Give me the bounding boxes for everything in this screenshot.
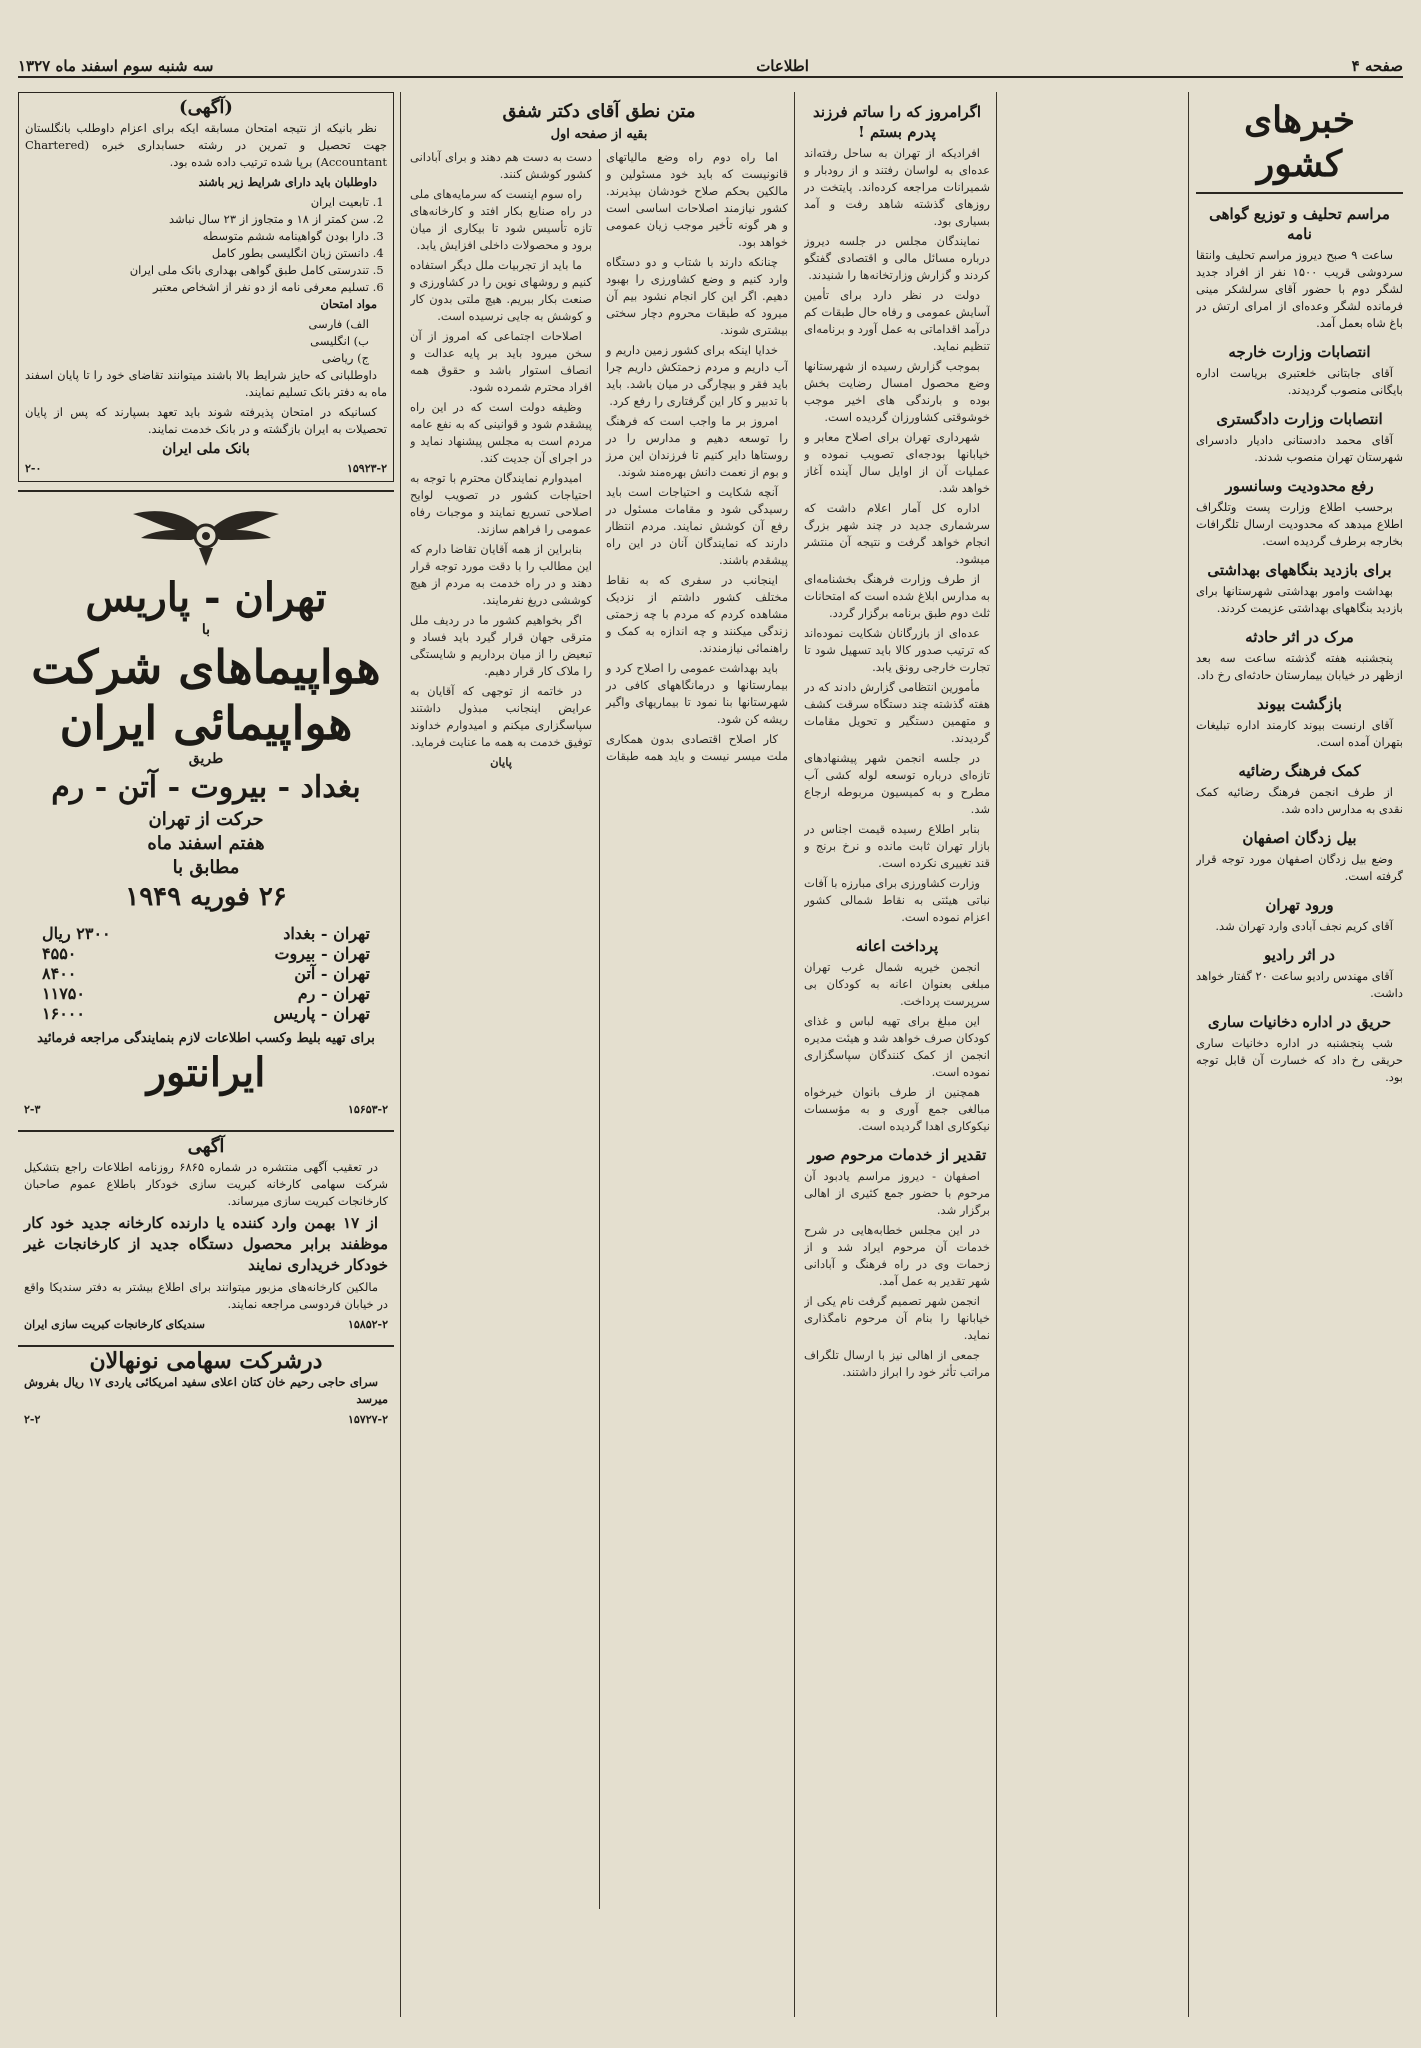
news-item-text: شب پنجشنبه در اداره دخانیات ساری حریقی رخ داد که خسارت آن قابل توجه بود. xyxy=(1196,1036,1403,1084)
news-item-text: بهداشت وامور بهداشتی شهرستانها برای بازدید بنگاههای بهداشتی عزیمت کردند. xyxy=(1196,584,1403,615)
masthead xyxy=(18,56,1403,78)
bank-notice-footer: بانک ملی ایران xyxy=(162,441,250,457)
airline-via: طریق xyxy=(188,751,224,767)
fare-row xyxy=(24,1004,388,1024)
subject-item: ج) ریاضی xyxy=(321,351,369,365)
conditions-list xyxy=(25,194,369,296)
match-notice: آگهی در تعقیب آگهی منتشره در شماره ۶۸۶۵ روزنامه اطلاعات راجع بتشکیل شرکت سهامی کارخانه کبریت سازی خودکار باطلاع عموم صاحبان کارخانجات کبریت سازی میرساند. از ۱۷ بهمن وارد کننده یا دارنده کارخانه جدید خود کار موظفند برابر محصول دستگاه جدید از کارخانجات غیر خودکار خریداری نمایند مالکین کارخانه‌های مزبور میتوانند برای اطلاع بیشتر به دفتر سندیکا واقع در خیابان فردوسی مراجعه نمایند. ۱۵۸۵۲-۲ سندیکای کارخانجات کبریت سازی ایران xyxy=(24,1136,388,1331)
subjects-heading: مواد امتحان xyxy=(320,297,377,311)
match-notice-body: در تعقیب آگهی منتشره در شماره ۶۸۶۵ روزنامه اطلاعات راجع بتشکیل شرکت سهامی کارخانه کبریت سازی خودکار باطلاع عموم صاحبان کارخانجات کبریت سازی میرساند. xyxy=(24,1160,388,1208)
column-rule xyxy=(794,92,795,2017)
column-rule xyxy=(996,92,997,2017)
match-notice-ref: ۱۵۸۵۲-۲ سندیکای کارخانجات کبریت سازی ایران xyxy=(24,1318,388,1331)
fare-price: ۴۵۵۰ xyxy=(42,944,77,963)
airline-greg-date: ۲۶ فوریه ۱۹۴۹ xyxy=(125,882,287,912)
airline-info: برای تهیه بلیط وکسب اطلاعات لازم بنمایندگی مراجعه فرمائید xyxy=(37,1031,375,1046)
news-item-headline: رفع محدودیت وسانسور xyxy=(1225,477,1374,495)
conditions-heading: داوطلبان باید دارای شرایط زیر باشند xyxy=(198,175,377,189)
divider xyxy=(18,1130,394,1132)
news-item-headline: برای بازدید بنگاههای بهداشتی xyxy=(1207,561,1392,579)
news-item-headline: در اثر رادیو xyxy=(1263,946,1335,964)
news-item-headline: حریق در اداره دخانیات ساری xyxy=(1207,1013,1392,1031)
news-item-headline: انتصابات وزارت دادگستری xyxy=(1216,410,1383,428)
speech-continued: بقیه از صفحه اول xyxy=(550,127,648,142)
airline-wings-logo-icon xyxy=(131,500,281,570)
news-item-headline: ورود تهران xyxy=(1265,896,1334,914)
fare-route: تهران - بغداد xyxy=(283,924,370,943)
speech-end: پایان xyxy=(490,755,512,769)
airline-ref: ۱۵۶۵۳-۲ ۲-۳ xyxy=(24,1103,388,1116)
airline-line2: هواپیماهای شرکت xyxy=(31,640,381,694)
condition-item: 5. تندرستی کامل طبق گواهی بهداری بانک ملی ایران xyxy=(25,262,369,279)
news-item-text: آقای کریم نجف آبادی وارد تهران شد. xyxy=(1215,919,1393,933)
airline-depart: حرکت از تهران xyxy=(148,809,264,830)
aid-headline: پرداخت اعانه xyxy=(855,937,939,955)
fare-row xyxy=(24,944,388,964)
condition-item: 2. سن کمتر از ۱۸ و متجاوز از ۲۳ سال نباشد xyxy=(25,211,369,228)
fare-route: تهران - رم xyxy=(297,984,370,1003)
bank-notice-ref: ۱۵۹۲۳-۲ ۲-۰ xyxy=(25,462,387,475)
news-item-headline: کمک فرهنگ رضائیه xyxy=(1238,762,1361,780)
fare-route: تهران - بیروت xyxy=(274,944,370,963)
airline-day: هفتم اسفند ماه xyxy=(147,833,265,854)
country-news-items xyxy=(1196,204,1403,1086)
fare-price: ۱۱۷۵۰ xyxy=(42,984,85,1003)
tribute-headline: تقدیر از خدمات مرحوم صور xyxy=(807,1146,987,1164)
news-item-text: از طرف انجمن فرهنگ رضائیه کمک نقدی به مدارس داده شد. xyxy=(1196,785,1403,816)
subject-item: الف) فارسی xyxy=(308,317,369,331)
country-news-title: خبرهای کشور xyxy=(1196,98,1403,194)
nonahalan-title: درشرکت سهامی نونهالان xyxy=(89,1348,323,1374)
subjects-list xyxy=(25,316,387,367)
agent-name: ایرانتور xyxy=(146,1049,266,1096)
news-item-text: آقای ارنست بیوند کارمند اداره تبلیغات بتهران آمده است. xyxy=(1196,718,1403,749)
aid-text: انجمن خیریه شمال غرب تهران مبلغی بعنوان اعانه به کودکان بی سرپرست پرداخت. xyxy=(804,960,990,1008)
news-item-headline: مرک در اثر حادثه xyxy=(1245,628,1354,646)
fare-route: تهران - آتن xyxy=(294,964,370,983)
fare-row xyxy=(24,964,388,984)
divider xyxy=(18,1345,394,1347)
fare-price: ۸۴۰۰ xyxy=(42,964,77,983)
news-item-text: ساعت ۹ صبح دیروز مراسم تحلیف وانتقا سردوشی قریب ۱۵۰۰ نفر از افراد جدید لشگر دوم با حضور آقای سرلشکر مینی فرمانده لشگر وعده‌ای از امرای ارتش در باغ شاه بعمل آمد. xyxy=(1196,248,1403,330)
tribute-text: اصفهان - دیروز مراسم یادبود آن مرحوم با حضور جمع کثیری از اهالی برگزار شد. xyxy=(804,1169,990,1217)
news-item-text: آقای محمد دادستانی دادیار دادسرای شهرستان تهران منصوب شدند. xyxy=(1196,433,1403,464)
news-item-headline: بیل زدگان اصفهان xyxy=(1242,829,1357,847)
news-item-text: آقای جابتانی خلعتبری بریاست اداره بایگانی منصوب گردیدند. xyxy=(1196,366,1403,397)
newspaper-page xyxy=(18,10,1403,2038)
airline-with: با xyxy=(201,622,211,638)
nonahalan-ref: ۱۵۷۲۷-۲ ۲-۲ xyxy=(24,1413,388,1426)
speech-column xyxy=(410,92,788,2017)
nonahalan-notice xyxy=(18,1347,394,1432)
country-news-column xyxy=(1196,92,1403,2017)
nonahalan-body: سرای حاجی رحیم خان کتان اعلای سفید امریکائی یاردی ۱۷ ریال بفروش میرسد xyxy=(24,1375,388,1406)
column-rule xyxy=(1188,92,1189,2017)
fare-price: ۲۳۰۰ ریال xyxy=(42,924,111,943)
news-item-text: پنجشنبه هفته گذشته ساعت سه بعد ازظهر در خیابان بیمارستان حادثه‌ای رخ داد. xyxy=(1196,651,1403,682)
condition-item: 4. دانستن زبان انگلیسی بطور کامل xyxy=(25,245,369,262)
news-item-text: آقای مهندس رادیو ساعت ۲۰ گفتار خواهد داشت. xyxy=(1196,969,1403,1000)
airline-ad xyxy=(18,492,394,1122)
subject-item: ب) انگلیسی xyxy=(310,334,369,348)
condition-item: 1. تابعیت ایران xyxy=(25,194,369,211)
match-notice-bold: از ۱۷ بهمن وارد کننده یا دارنده کارخانه جدید خود کار موظفند برابر محصول دستگاه جدید از کارخانجات غیر خودکار خریداری نمایند xyxy=(24,1214,388,1274)
news-item-headline: انتصابات وزارت خارجه xyxy=(1228,343,1371,361)
airline-stops: بغداد - بیروت - آتن - رم xyxy=(51,770,361,805)
news-item-headline: بازگشت بیوند xyxy=(1257,695,1342,713)
fare-route: تهران - پاریس xyxy=(273,1004,370,1023)
condition-item: 6. تسلیم معرفی نامه از دو نفر از اشخاص معتبر xyxy=(25,279,369,296)
bank-notice-body: نظر بانیکه از نتیجه امتحان مسابقه ایکه برای اعزام داوطلب بانگلستان جهت تحصیل و تمرین در رشته حسابداری خبره (Chartered Accountant) برپا شده ترتیب داده شده بود. xyxy=(25,121,387,169)
page-number: صفحه ۴ xyxy=(1351,57,1403,75)
bank-notice: (آگهی) نظر بانیکه از نتیجه امتحان مسابقه ایکه برای اعزام داوطلب بانگلستان جهت تحصیل و تمرین در رشته حسابداری خبره (Chartered Accountant) برپا شده ترتیب داده شده بود. داوطلبان باید دارای شرایط زیر باشند 1. تابعیت ایران 2. سن کمتر از ۱۸ و متجاوز از ۲۳ سال نباشد 3. دارا بودن گواهینامه ششم متوسطه 4. دانستن زبان انگلیسی بطور کامل 5. تندرستی کامل طبق گواهی بهداری بانک ملی ایران 6. تسلیم معرفی نامه از دو نفر از اشخاص معتبر مواد امتحان الف) فارسی ب) انگلیسی ج) ریاضی داوطلبانی که حایز شرایط بالا باشند میتوانند تقاضای خود را تا پایان اسفند ماه به دفتر بانک تسلیم نمایند. کسانیکه در امتحان پذیرفته شوند باید تعهد بسپارند که پس از پایان تحصیلات به ایران بازگشته و در بانک خدمت نمایند. بانک ملی ایران ۱۵۹۲۳-۲ ۲-۰ xyxy=(18,92,394,482)
condition-item: 3. دارا بودن گواهینامه ششم متوسطه xyxy=(25,228,369,245)
news-item-headline: مراسم تحلیف و توزیع گواهی نامه xyxy=(1209,205,1390,243)
fare-table xyxy=(24,924,388,1024)
fare-row xyxy=(24,924,388,944)
column-rule xyxy=(400,92,401,2017)
paper-name: اطلاعات xyxy=(756,57,809,75)
divider xyxy=(18,490,394,492)
match-notice-title: آگهی xyxy=(187,1136,225,1157)
issue-date: سه شنبه سوم اسفند ماه ۱۳۲۷ xyxy=(18,57,214,75)
fare-row xyxy=(24,984,388,1004)
airline-line3: هواپیمائی ایران xyxy=(59,696,353,750)
airline-match: مطابق با xyxy=(172,857,240,878)
bank-notice-title: (آگهی) xyxy=(179,97,233,118)
airline-route-main: تهران - پاریس xyxy=(85,574,327,621)
speech-body: اما راه دوم راه وضع مالیاتهای قانونیست که باید خود مسئولین و مالکین بحکم صلاح خودشان بپذیرند. کشور نیازمند اصلاحات اساسی است و هر گونه تأخیر موجب زیان عمومی خواهد بود. چنانکه دارند با شتاب و دو دستگاه وارد کنیم و وضع کشاورزی را بهبود دهیم. اگر این کار انجام نشود بیم آن میرود که طبقات محروم دچار سختی بیشتری شوند. خدایا اینکه برای کشور زمین داریم و آب داریم و مردم زحمتکش داریم چرا باید فقر و بیچارگی در میان باشد. باید با تدبیر و کار این گرفتاری را رفع کرد. امروز بر ما واجب است که فرهنگ را توسعه دهیم و مدارس را در روستاها دایر کنیم تا فرزندان این مرز و بوم از نعمت دانش بهره‌مند شوند. آنچه شکایت و احتیاجات است باید رسیدگی شود و مقامات مسئول در رفع آن کوشش نمایند. مردم انتظار دارند که نمایندگان آنان در این راه پیشقدم باشند. اینجانب در سفری که به نقاط مختلف کشور داشتم از نزدیک مشاهده کردم که مردم با چه زحمتی زندگی میکنند و چه اندازه به کمک و راهنمائی نیازمندند. باید بهداشت عمومی را اصلاح کرد و بیمارستانها و درمانگاههای کافی در شهرستانها بنا نمود تا بیماریهای واگیر ریشه کن شود. کار اصلاح اقتصادی بدون همکاری ملت میسر نیست و باید همه طبقات دست به دست هم دهند و برای آبادانی کشور کوشش کنند. راه سوم اینست که سرمایه‌های ملی در راه صنایع بکار افتد و کارخانه‌های تازه تأسیس شود تا بیکاری از میان برود و محصولات داخلی افزایش یابد. ما باید از تجربیات ملل دیگر استفاده کنیم و روشهای نوین را در کشاورزی و صنعت بکار ببریم. هیچ ملتی بدون کار و کوشش به جایی نرسیده است. اصلاحات اجتماعی که امروز از آن سخن میرود باید بر پایه عدالت و انصاف استوار باشد و حقوق همه افراد محترم شمرده شود. وظیفه دولت است که در این راه پیشقدم شود و قوانینی که به نفع عامه مردم است به مجلس پیشنهاد نماید و در اجرای آن جدیت کند. امیدوارم نمایندگان محترم با توجه به احتیاجات کشور در تصویب لوایح اصلاحی تسریع نمایند و موجبات رفاه عمومی را فراهم سازند. بنابراین از همه آقایان تقاضا دارم که این مطالب را با دقت مورد توجه قرار دهند و در راه خدمت به مردم از هیچ کوششی دریغ نفرمایند. اگر بخواهیم کشور ما در ردیف ملل مترقی جهان قرار گیرد باید فساد و تبعیض را از میان برداریم و شایستگی را ملاک کار قرار دهیم. در خاتمه از توجهی که آقایان به عرایض اینجانب مبذول داشتند سپاسگزاری میکنم و امیدوارم خداوند توفیق خدمت به همه ما عنایت فرماید. پایان xyxy=(410,150,788,769)
fare-price: ۱۶۰۰۰ xyxy=(42,1004,85,1023)
news-item-text: وضع بیل زدگان اصفهان مورد توجه قرار گرفته است. xyxy=(1196,852,1403,883)
speech-title: متن نطق آقای دکتر شفق xyxy=(502,101,696,122)
news-item-text: برحسب اطلاع وزارت پست وتلگراف اطلاع میدهد که محدودیت ارسال تلگرافات بخارجه برطرف گردیده است. xyxy=(1196,500,1403,548)
column2-headline: اگرامروز که را ساتم فرزند پدرم بستم ! xyxy=(812,103,982,141)
ads-column xyxy=(18,92,394,2017)
news-column-2: اگرامروز که را ساتم فرزند پدرم بستم ! افرادیکه از تهران به ساحل رفته‌اند عده‌ای به لواسان رفتند و از رودبار و شمیرانات مراجعه کرده‌اند. پایتخت در روزهای گذشته شاهد رفت و آمد بسیاری بود. نمایندگان مجلس در جلسه دیروز درباره مسائل مالی و اقتصادی گفتگو کردند و گزارش وزارتخانه‌ها را شنیدند. دولت در نظر دارد برای تأمین آسایش عمومی و رفاه حال طبقات کم درآمد اقداماتی به عمل آورد و برنامه‌ای تنظیم نماید. بموجب گزارش رسیده از شهرستانها وضع محصول امسال رضایت بخش بوده و بارندگی های اخیر موجب خوشوقتی کشاورزان گردیده است. شهرداری تهران برای اصلاح معابر و خیابانها بودجه‌ای تصویب نموده و عملیات آن از اوایل سال آینده آغاز خواهد شد. اداره کل آمار اعلام داشت که سرشماری جدید در چند شهر بزرگ انجام خواهد گرفت و نتیجه آن منتشر میشود. از طرف وزارت فرهنگ بخشنامه‌ای به مدارس ابلاغ شده است که امتحانات ثلث دوم طبق برنامه برگزار گردد. عده‌ای از بازرگانان شکایت نموده‌اند که ترتیب صدور کالا باید تسهیل شود تا تجارت خارجی رونق یابد. مأمورین انتظامی گزارش دادند که در هفته گذشته چند دستگاه سرقت کشف و متهمین دستگیر و تحویل مقامات گردیدند. در جلسه انجمن شهر پیشنهادهای تازه‌ای درباره توسعه لوله کشی آب مطرح و به کمیسیون مربوطه ارجاع شد. بنابر اطلاع رسیده قیمت اجناس در بازار تهران ثابت مانده و نرخ برنج و قند تغییری نکرده است. وزارت کشاورزی برای مبارزه با آفات نباتی هیئتی به نقاط شمالی کشور اعزام نموده است. پرداخت اعانه انجمن خیریه شمال غرب تهران مبلغی بعنوان اعانه به کودکان بی سرپرست پرداخت. این مبلغ برای تهیه لباس و غذای کودکان صرف خواهد شد و هیئت مدیره انجمن از کمک کنندگان سپاسگزاری نموده است. همچنین از طرف بانوان خیرخواه مبالغی جمع آوری و به مؤسسات نیکوکاری اهدا گردیده است. تقدیر از خدمات مرحوم صور اصفهان - دیروز مراسم یادبود آن مرحوم با حضور جمع کثیری از اهالی برگزار شد. در این مجلس خطابه‌هایی در شرح خدمات آن مرحوم ایراد شد و از زحمات وی در راه فرهنگ و آبادانی شهر تقدیر به عمل آمد. انجمن شهر تصمیم گرفت نام یکی از خیابانها را بنام آن مرحوم نامگذاری نماید. جمعی از اهالی نیز با ارسال تلگراف مراتب تأثر خود را ابراز داشتند. xyxy=(804,103,990,1379)
